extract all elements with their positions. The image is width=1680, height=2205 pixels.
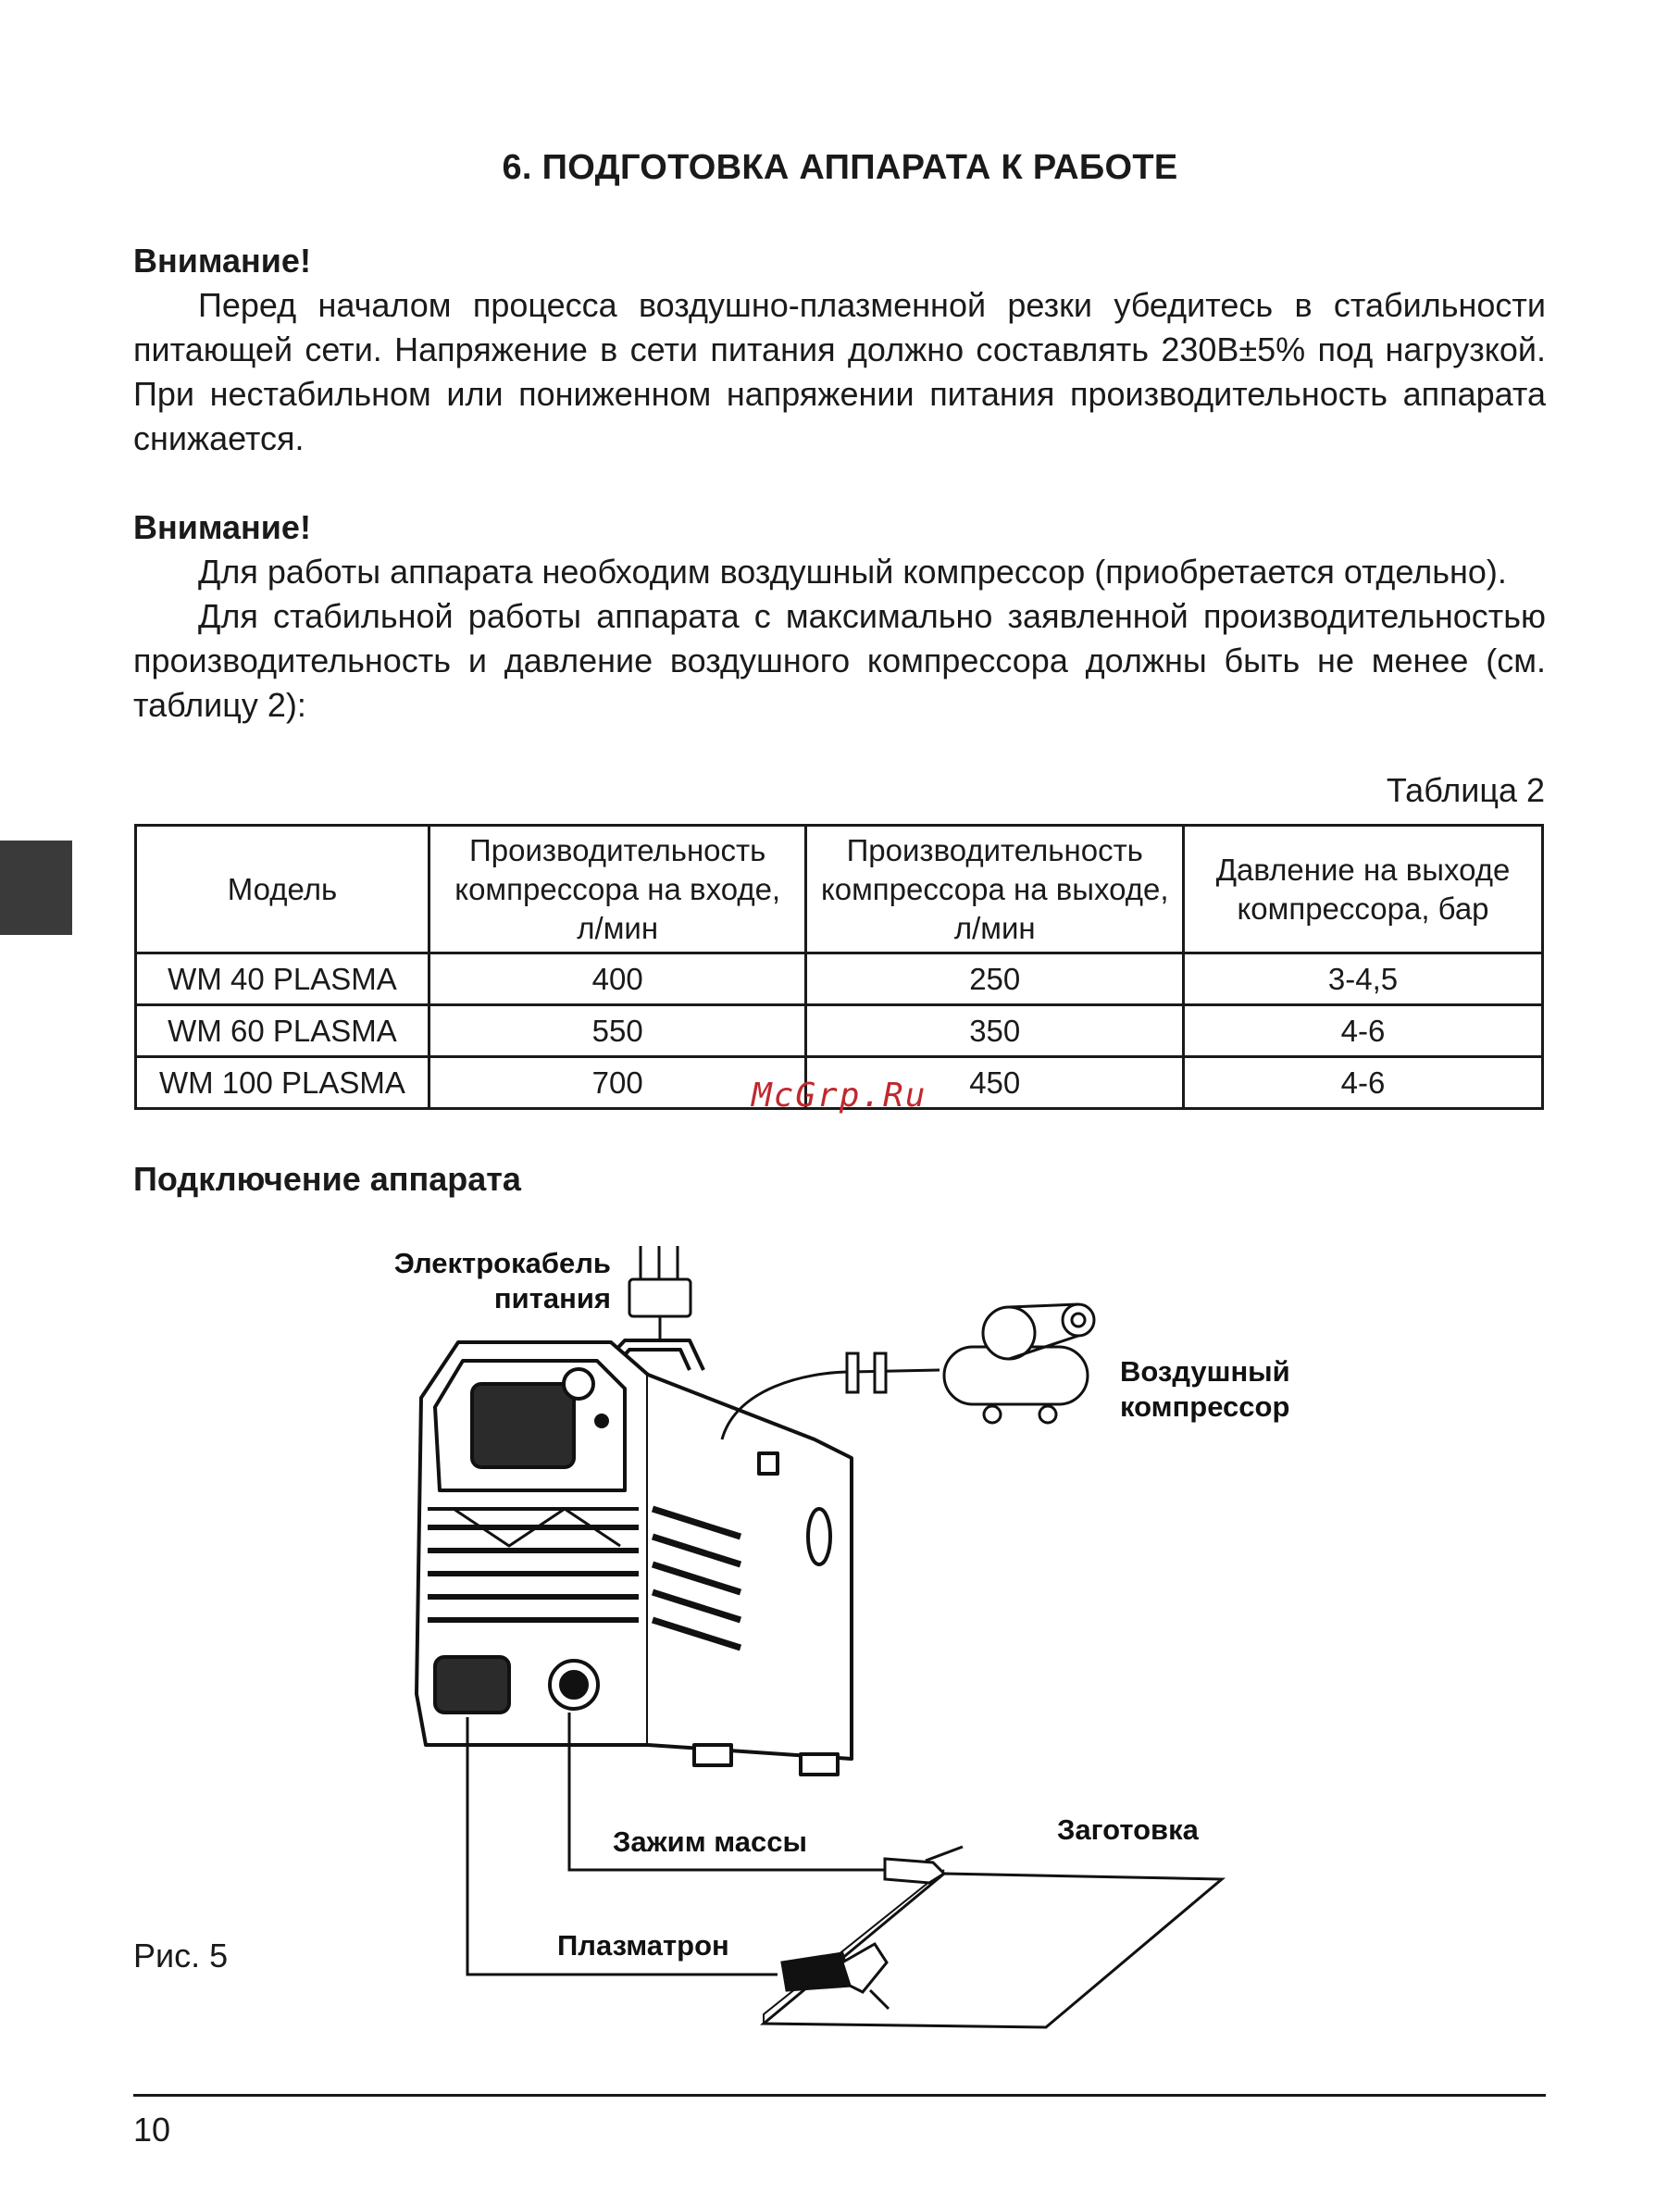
section-tab-marker [0,841,72,935]
header-output-flow: Производительность компрессора на выходе, л/мин [806,826,1184,953]
cell-input-flow: 700 [429,1057,806,1109]
warning-heading: Внимание! [133,242,311,280]
warning-text: Перед началом процесса воздушно-плазменной резки убедитесь в стабильности питающей сети. Напряжение в сети питания должно составлять 230В±5% под нагрузкой. При нестабильном или пониженном напряжении питания производительность аппарата снижается. [133,286,1546,457]
label-torch: Плазматрон [557,1929,729,1962]
label-ground-clamp: Зажим массы [613,1825,807,1858]
cell-pressure: 4-6 [1184,1057,1543,1109]
page-title: 6. ПОДГОТОВКА АППАРАТА К РАБОТЕ [502,148,1178,187]
warning-block-2 [133,505,1546,728]
workpiece-plate [764,1874,1222,2027]
air-compressor-icon [944,1304,1094,1423]
label-workpiece: Заготовка [1057,1813,1199,1846]
table-row [136,953,1543,1005]
plasma-cutter-machine-icon [417,1340,852,1775]
connection-heading: Подключение аппарата [133,1160,521,1198]
label-compressor-2: компрессор [1120,1390,1290,1423]
cell-model: WM 60 PLASMA [136,1005,429,1057]
cell-input-flow: 400 [429,953,806,1005]
cell-output-flow: 250 [806,953,1184,1005]
header-model: Модель [136,826,429,953]
cell-model: WM 40 PLASMA [136,953,429,1005]
cell-output-flow: 450 [806,1057,1184,1109]
header-pressure: Давление на выходе компрессора, бар [1184,826,1543,953]
power-plug-icon [629,1246,691,1342]
cell-input-flow: 550 [429,1005,806,1057]
cell-pressure: 4-6 [1184,1005,1543,1057]
page-number: 10 [133,2111,171,2149]
footer-divider [133,2094,1546,2097]
figure-caption: Рис. 5 [133,1937,229,1975]
connection-diagram [370,1231,1351,2046]
table-row [136,1005,1543,1057]
warning-heading: Внимание! [133,508,311,546]
compressor-spec-table [134,824,1544,1110]
header-input-flow: Производительность компрессора на входе, л/мин [429,826,806,953]
label-power-cable-2: питания [493,1282,611,1314]
cell-model: WM 100 PLASMA [136,1057,429,1109]
warning-block-1 [133,239,1546,461]
table-header-row [136,826,1543,953]
watermark: McGrp.Ru [752,1077,927,1115]
compressor-note: Для работы аппарата необходим воздушный компрессор (приобретается отдельно). [198,553,1507,591]
compressor-requirements: Для стабильной работы аппарата с максимально заявленной производительностью производительность и давление воздушного компрессора должны быть не менее (см. таблицу 2): [133,597,1546,724]
table-caption: Таблица 2 [1386,771,1545,809]
label-power-cable: Электрокабель [393,1247,611,1279]
cell-output-flow: 350 [806,1005,1184,1057]
cell-pressure: 3-4,5 [1184,953,1543,1005]
label-compressor: Воздушный [1120,1355,1290,1388]
